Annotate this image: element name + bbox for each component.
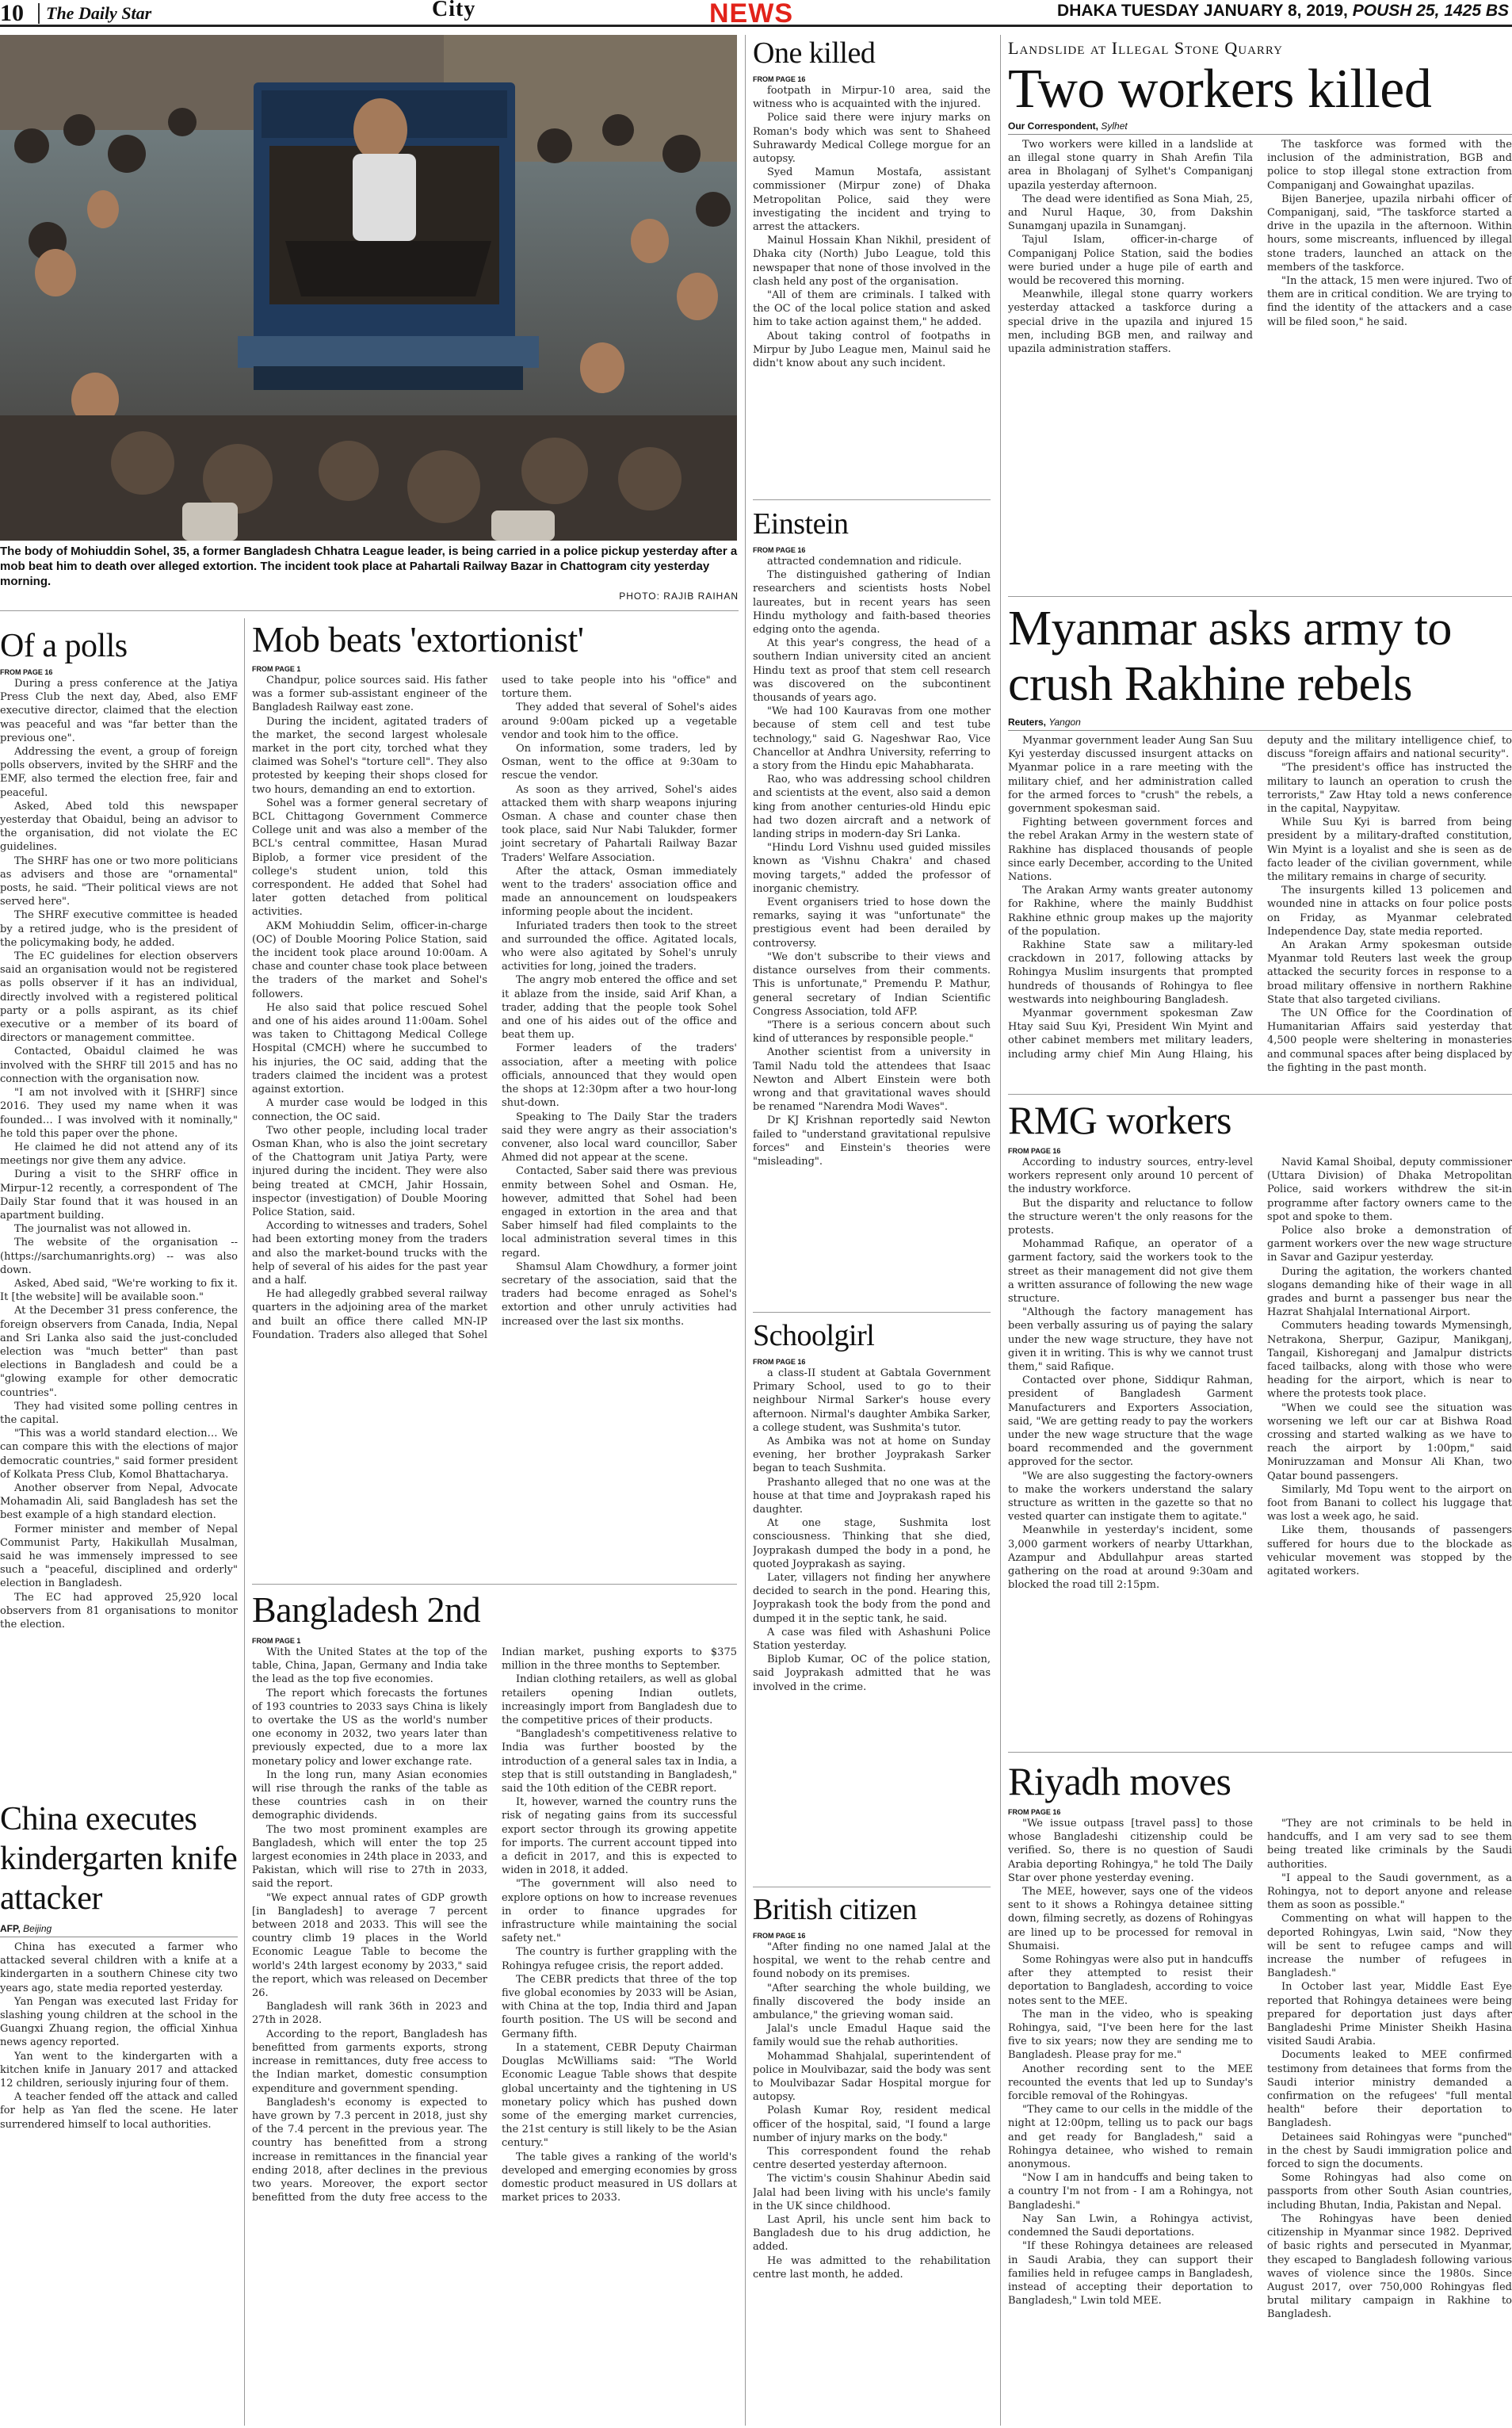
paragraph: Contacted, Saber said there was previous enmity between Sohel and Osman. He, however, admitted that Sohel had been engaged in extortion in the area and that Saber himself had filed complaints to the local administration several times in this regard.	[502, 1165, 737, 1260]
paragraph: At this year's congress, the head of a southern Indian university cited an ancient Hindu text as proof that stem cell research was discovered on the subcontinent thousands of years ago.	[753, 637, 991, 705]
kicker: FROM PAGE 16	[753, 1358, 806, 1366]
paragraph: As Ambika was not at home on Sunday evening, her brother Joyprakash Sarker began to teach Sushmita.	[753, 1436, 991, 1475]
paragraph: During the agitation, the workers chanted slogans demanding hike of their wage in all grades and burnt a passenger bus near the Hazrat Shahjalal International Airport.	[1267, 1265, 1512, 1319]
paragraph: But the disparity and reluctance to follow the structure weren't the only reasons for the protests.	[1008, 1197, 1253, 1237]
paragraph: Fighting between government forces and the rebel Arakan Army in the western state of Rakhine has displaced thousands of people since early December, according to the United Nations.	[1008, 816, 1253, 884]
paragraph: The Arakan Army wants greater autonomy for Rakhine, where the mainly Buddhist Rakhine ethnic group makes up the majority of the population.	[1008, 885, 1253, 938]
story-polls	[0, 628, 238, 1793]
paragraph: The Rohingyas have been denied citizenship in Myanmar since 1982. Deprived of basic rights and persecuted in Myanmar, they escaped to Bangladesh following various waves of violence since the 1980s. Since August 2017, over 750,000 Rohingyas fled brutal military campaign in Rakhine to Bangladesh.	[1267, 2212, 1512, 2321]
paragraph: Jalal's uncle Emadul Haque said the family would sue the rehab authorities.	[753, 2023, 991, 2049]
paragraph: After the attack, Osman immediately went to the traders' association office and made an announcement on loudspeakers informing people about the incident.	[502, 865, 737, 919]
paragraph: The EC had approved 25,920 local observers from 81 organisations to monitor the election.	[0, 1591, 238, 1631]
headline: Einstein	[753, 507, 849, 541]
paragraph: The angry mob entered the office and set it ablaze from the inside, said Arif Khan, a trader, adding that the people took Sohel and one of his aides out of the office and beat them up.	[502, 974, 737, 1042]
paragraph: "Hindu Lord Vishnu used guided missiles known as 'Vishnu Chakra' and chased moving targets," added the professor of inorganic chemistry.	[753, 842, 991, 895]
headline: Schoolgirl	[753, 1319, 875, 1352]
paragraph: "After finding no one named Jalal at the hospital, we went to the rehab centre and found nobody on its premises.	[753, 1941, 991, 1981]
paragraph: Last April, his uncle sent him back to Bangladesh due to his drug addiction, he added.	[753, 2214, 991, 2254]
paragraph: "Now I am in handcuffs and being taken to a country I'm not from - I am a Rohingya, not Bangladeshi."	[1008, 2172, 1253, 2212]
paragraph: Prashanto alleged that no one was at the house at that time and Joyprakash raped his daughter.	[753, 1476, 991, 1516]
category-label: NEWS	[709, 0, 793, 29]
paragraph: "They came to our cells in the middle of the night at 12:00pm, telling us to pack our bags and get ready for Bangladesh," said a Rohingya detainee, who wished to remain anonymous.	[1008, 2104, 1253, 2171]
paragraph: Asked, Abed said, "We're working to fix it. It [the website] will be available soon."	[0, 1277, 238, 1304]
paragraph: "After searching the whole building, we finally discovered the body inside an ambulance," the grieving woman said.	[753, 1982, 991, 2022]
kicker: FROM PAGE 16	[1008, 1808, 1061, 1816]
paragraph: This correspondent found the rehab centre deserted yesterday afternoon.	[753, 2146, 991, 2172]
paragraph: Contacted over phone, Siddiqur Rahman, president of Bangladesh Garment Manufacturers and Exporters Association, said, "We are getting ready to pay the workers under the new wage structure that the wage board recommended and the government approved for the sector.	[1008, 1375, 1253, 1469]
paragraph: AKM Mohiuddin Selim, officer-in-charge (OC) of Double Mooring Police Station, said the incident took place around 10:00am. A chase and counter chase took place between the traders of the market and Sohel's followers.	[252, 920, 487, 1000]
kicker: FROM PAGE 16	[1008, 1147, 1061, 1155]
story-body	[1008, 1156, 1512, 1742]
paragraph: The two most prominent examples are Bangladesh, which will enter the top 25 largest economies in 24th place in 2033, and Pakistan, which will rise to 27th in 2033, said the report.	[252, 1823, 487, 1891]
paragraph: Later, villagers not finding her anywhere decided to search in the pond. Hearing this, Joyprakash took the body from the pond and dumped it in the septic tank, he said.	[753, 1572, 991, 1625]
paragraph: a class-II student at Gabtala Government Primary School, used to go to their neighbour Nirmal Sarker's house every afternoon. Nirmal's daughter Ambika Sarker, a college student, was Sushmita's tutor.	[753, 1367, 991, 1434]
paragraph: He also said that police rescued Sohel and one of his aides around 11:00am. Sohel was taken to Chittagong Medical College Hospital (CMCH) where he succumbed to his injuries, the OC said, adding that the traders claimed the incident was a protest against extortion.	[252, 1001, 487, 1096]
paragraph: The taskforce was formed with the inclusion of the administration, BGB and police to stop illegal stone extraction from Companiganj and Gowainghat upazilas.	[1267, 139, 1512, 192]
story-body	[753, 1367, 991, 1866]
story-einstein	[753, 506, 991, 1306]
paragraph: He had allegedly grabbed several railway quarters in the adjoining area of the market and built an office there called MN-IP Foundation. Traders also alleged that Sohel used to take people into his "office" and torture them.	[252, 675, 737, 1341]
story-british	[753, 1891, 991, 2426]
paragraph: Another scientist from a university in Tamil Nadu told the attendees that Isaac Newton and Albert Einstein were both wrong and that gravitational waves should be renamed "Narendra Modi Waves".	[753, 1046, 991, 1114]
paragraph: During a press conference at the Jatiya Press Club the next day, Abed, also EMF executive director, claimed that the election was peaceful and was "far better than the previous one".	[0, 678, 238, 744]
paragraph: Speaking to The Daily Star the traders said they were angry as their association's convener, also local ward councillor, Saber Ahmed did not appear at the scene.	[502, 1111, 737, 1164]
paragraph: Detainees said Rohingyas were "punched" in the chest by Saudi immigration police and forced to sign the documents.	[1267, 2131, 1512, 2171]
paragraph: The CEBR predicts that three of the top five global economies by 2033 will be Asian, with China at the top, India third and Japan fourth position. The US will be second and Germany fifth.	[502, 1973, 737, 2040]
paragraph: The insurgents killed 13 policemen and wounded nine in attacks on four police posts on Friday, as Myanmar celebrated Independence Day, state media reported.	[1267, 885, 1512, 938]
story-body	[753, 1940, 991, 2419]
kicker: FROM PAGE 16	[753, 75, 806, 83]
paragraph: The man in the video, who is speaking Rohingya, said, "I've been here for the last five to six years; now they are sending me to Bangladesh. Please pray for me."	[1008, 2008, 1253, 2062]
headline: China executes kindergarten knife attacker	[0, 1801, 238, 1917]
paragraph: The country is further grappling with the Rohingya refugee crisis, the report added.	[502, 1946, 737, 1972]
paragraph: The distinguished gathering of Indian researchers and scientists hosts Nobel laureates, but in recent years has seen Hindu mythology and faith-based theories edging onto the agenda.	[753, 569, 991, 637]
story-body	[1008, 1817, 1512, 2423]
paragraph: It, however, warned the country runs the risk of negating gains from its successful export sector through its growing appetite for imports. The current account tipped into a deficit in 2017, and this is expected to widen in 2018, it added.	[502, 1796, 737, 1877]
paragraph: The website of the organisation -- (https://sarchumanrights.org) -- was also down.	[0, 1237, 238, 1276]
byline: Our Correspondent, Sylhet	[1008, 120, 1512, 135]
paragraph: The table gives a ranking of the world's developed and emerging economies by gross domestic product measured in US dollars at market prices to 2033.	[502, 2151, 737, 2204]
paragraph: Two other people, including local trader Osman Khan, who is also the joint secretary of the Chattogram unit Jatiya Party, were injured during the incident. They were also being treated at CMCH, Jahir Hossain, inspector (investigation) of Double Mooring Police Station, said.	[252, 1124, 487, 1218]
photo-credit: PHOTO: RAJIB RAIHAN	[619, 591, 739, 602]
paragraph: A teacher fended off the attack and called for help as Yan fled the scene. He later surrendered himself to local authorities.	[0, 2091, 238, 2131]
paragraph: On information, some traders, led by Osman, went to the office at 9:30am to rescue the vendor.	[502, 743, 737, 782]
headline: RMG workers	[1008, 1098, 1231, 1142]
paragraph: "There is a serious concern about such kind of utterances by responsible people."	[753, 1019, 991, 1046]
paragraph: Biplob Kumar, OC of the police station, said Joyprakash admitted that he was involved in the crime.	[753, 1654, 991, 1693]
story-schoolgirl	[753, 1317, 991, 1872]
paragraph: Yan Pengan was executed last Friday for slashing young children at the school in the Guangxi Zhuang region, the official Xinhua news agency reported.	[0, 1995, 238, 2049]
paragraph: Police also broke a demonstration of garment workers over the new wage structure in Savar and Gazipur yesterday.	[1267, 1225, 1512, 1264]
headline: British citizen	[753, 1893, 917, 1926]
paragraph: Chandpur, police sources said. His father was a former sub-assistant engineer of the Bangladesh Railway east zone.	[252, 675, 487, 714]
story-landslide	[1008, 38, 1512, 593]
headline: Mob beats 'extortionist'	[252, 619, 584, 660]
paragraph: During the incident, agitated traders of the market, the second largest wholesale market in the port city, torched what they claimed was Sohel's "torture cell". They also protested by keeping their shops closed for two hours, demanding an end to extortion.	[252, 715, 487, 796]
paragraph: Bangladesh's economy is expected to have grown by 7.3 percent in 2018, just shy of the 7.4 percent in the previous year. The country has benefitted from a strong increase in remittances in the financial year ending 2018, after declines in the previous two years. Moreover, the export sector benefitted from the duty free access to the Indian market, pushing exports to $375 million in the three months to September.	[252, 1646, 737, 2204]
paragraph: A murder case would be lodged in this connection, the OC said.	[252, 1097, 487, 1123]
paragraph: According to the report, Bangladesh has benefitted from garments exports, strong increase in remittances, duty free access to the Indian market, domestic consumption expenditure and government spending.	[252, 2028, 487, 2095]
paragraph: While Suu Kyi is barred from being president by a military-drafted constitution, Win Myint is a loyalist and she is seen as de facto leader of the civilian government, while the military remains in charge of security.	[1267, 816, 1512, 884]
story-body	[0, 1940, 238, 2416]
headline: Riyadh moves	[1008, 1759, 1231, 1803]
overline: Landslide at Illegal Stone Quarry	[1008, 38, 1283, 58]
story-china	[0, 1799, 238, 2426]
paragraph: Some Rohingyas had also come on passports from other South Asian countries, including Bhutan, India, Pakistan and Nepal.	[1267, 2172, 1512, 2212]
paragraph: "They are not criminals to be held in handcuffs, and I am very sad to see them being treated like criminals by the Saudi authorities.	[1267, 1818, 1512, 1871]
story-rmg	[1008, 1097, 1512, 1747]
story-body	[252, 1646, 737, 2418]
paragraph: Infuriated traders then took to the street and surrounded the office. Agitated locals, who were also agitated by Sohel's unruly activities for long, joined the traders.	[502, 920, 737, 973]
paragraph: At one stage, Sushmita lost consciousness. Thinking that she died, Joyprakash dumped the body in a pond, he quoted Joyprakash as saying.	[753, 1517, 991, 1570]
paragraph: The EC guidelines for election observers said an organisation would not be registered as polls observer if it has an individual, directly involved with a registered political party or a polls aspirant, as its chief executive or a member of its board of directors or management committee.	[0, 950, 238, 1045]
story-bangladesh	[252, 1587, 737, 2426]
paragraph: The victim's cousin Shahinur Abedin said Jalal had been living with his uncle's family in the UK since childhood.	[753, 2173, 991, 2212]
story-riyadh	[1008, 1758, 1512, 2426]
paragraph: Commuters heading towards Mymensingh, Netrakona, Sherpur, Gazipur, Manikganj, Tangail, Kishoreganj and Jamalpur districts faced tailbacks, along with those who were heading for the airport, which is near to where the protests took place.	[1267, 1320, 1512, 1401]
paragraph: Syed Mamun Mostafa, assistant commissioner (Mirpur zone) of Dhaka Metropolitan Police, said they were investigating the incident and trying to arrest the attackers.	[753, 166, 991, 234]
paragraph: Documents leaked to MEE confirmed testimony from detainees that forms from the Saudi interior ministry demanded a confirmation on the refugees' "full mental health" before their deportation to Bangladesh.	[1267, 2049, 1512, 2130]
paragraph: Yan went to the kindergarten with a kitchen knife in January 2017 and attacked 12 children, seriously injuring four of them.	[0, 2050, 238, 2090]
paragraph: "I appeal to the Saudi government, as a Rohingya, not to deport anyone and release them as soon as possible."	[1267, 1872, 1512, 1912]
paragraph: Former minister and member of Nepal Communist Party, Hakikullah Musalman, said he was immensely impressed to see such a "peaceful, disciplined and orderly" election in Bangladesh.	[0, 1523, 238, 1590]
headline: Bangladesh 2nd	[252, 1589, 481, 1630]
story-body	[1008, 138, 1512, 510]
paragraph: He claimed he did not attend any of its meetings nor give them any advice.	[0, 1141, 238, 1168]
paragraph: The SHRF executive committee is headed by a retired judge, who is the president of the policymaking body, he added.	[0, 909, 238, 949]
paragraph: Bangladesh will rank 36th in 2023 and 27th in 2028.	[252, 2001, 487, 2027]
paragraph: Event organisers tried to hose down the remarks, saying it was "unfortunate" the prestigious event had been derailed by controversy.	[753, 897, 991, 950]
masthead: The Daily Star	[38, 3, 151, 24]
paragraph: Shamsul Alam Chowdhury, a former joint secretary of the association, said that the traders had become enraged as Sohel's extortion and other unruly activities had increased over the last six months.	[502, 1260, 737, 1328]
paragraph: "Bangladesh's competitiveness relative to India was further boosted by the introduction of a general sales tax in India, a step that is still outstanding in Bangladesh," said the 10th edition of the CEBR report.	[502, 1728, 737, 1795]
paragraph: Tajul Islam, officer-in-charge of Companiganj Police Station, said the bodies were buried under a huge pile of earth and would be recovered this morning.	[1008, 234, 1253, 288]
dateline: DHAKA TUESDAY JANUARY 8, 2019, POUSH 25, 1425 BS	[1057, 2, 1509, 20]
paragraph: An Arakan Army spokesman outside Myanmar told Reuters last week the group attacked the security forces in response to a broad military offensive in northern Rakhine State that also targeted civilians.	[1267, 939, 1512, 1006]
page-header	[0, 0, 1512, 27]
news-photo	[0, 35, 737, 541]
paragraph: Navid Kamal Shoibal, deputy commissioner (Uttara Division) of Dhaka Metropolitan Police, said workers withdrew the sit-in programme after factory owners came to the spot and spoke to them.	[1267, 1157, 1512, 1223]
story-body	[753, 555, 991, 1300]
paragraph: According to witnesses and traders, Sohel had been extorting money from the traders and also the market-bound trucks with the help of several of his aides for the past year and a half.	[252, 1220, 487, 1287]
paragraph: "We don't subscribe to their views and distance ourselves from their comments. This is unfortunate," Premendu P. Mathur, general secretary of Indian Scientific Congress Association, told AFP.	[753, 950, 991, 1018]
paragraph: "We issue outpass [travel pass] to those whose Bangladeshi citizenship could be verified. So, there is no question of Saudi Arabia deporting Rohingya," he told The Daily Star over phone yesterday evening.	[1008, 1818, 1253, 1884]
paragraph: "All of them are criminals. I talked with the OC of the local police station and asked him to take action against them," he added.	[753, 289, 991, 329]
paragraph: Meanwhile, illegal stone quarry workers yesterday attacked a taskforce during a special drive in the upazila and injured 15 men, including BGB men, and railway and upazila administration staffers.	[1008, 289, 1253, 356]
paragraph: "In the attack, 15 men were injured. Two of them are in critical condition. We are trying to find the identity of the attackers and a case will be filed soon," he said.	[1267, 275, 1512, 328]
kicker: FROM PAGE 16	[753, 546, 806, 554]
paragraph: Bijen Banerjee, upazila nirbahi officer of Companiganj, said, "The taskforce started a drive in the upazila in the afternoon. Within hours, some miscreants, influenced by illegal stone traders, launched an attack on the members of the taskforce.	[1267, 193, 1512, 273]
paragraph: About taking control of footpaths in Mirpur by Jubo League men, Mainul said he didn't know about any such incident.	[753, 330, 991, 370]
paragraph: "This was a world standard election… We can compare this with the elections of major democratic countries," said former president of Kolkata Press Club, Komol Bhattacharya.	[0, 1428, 238, 1481]
paragraph: Rao, who was addressing school children and scientists at the event, also said a demon king from another centuries-old Hindu epic had two dozen aircraft and a network of landing strips in modern-day Sri Lanka.	[753, 774, 991, 841]
paragraph: Some Rohingyas were also put in handcuffs after they attempted to resist their deportation to Bangladesh, according to voice notes sent to the MEE.	[1008, 1954, 1253, 2007]
paragraph: Two workers were killed in a landslide at an illegal stone quarry in Shah Arefin Tila area in Bholaganj of Sylhet's Companiganj upazila yesterday afternoon.	[1008, 139, 1253, 192]
paragraph: The MEE, however, says one of the videos sent to it shows a Rohingya detainee sitting down, filming secretly, as dozens of Rohingyas are lined up to be processed for removal in Shumaisi.	[1008, 1886, 1253, 1952]
paragraph: He was admitted to the rehabilitation centre last month, he added.	[753, 2254, 991, 2281]
paragraph: Addressing the event, a group of foreign polls observers, invited by the SHRF and the EMF, also termed the election free, fair and peaceful.	[0, 746, 238, 799]
paragraph: "I am not involved with it [SHRF] since 2016. They used my name when it was founded… I was involved with it nominally," he told this paper over the phone.	[0, 1087, 238, 1140]
paragraph: "When we could see the situation was worsening we left our car at Bishwa Road crossing and started walking as we have to reach the airport by 1:00pm," said Moniruzzaman and Monsur Ali Khan, two Qatar bound passengers.	[1267, 1401, 1512, 1482]
paragraph: The UN Office for the Coordination of Humanitarian Affairs said yesterday that 4,500 people were sheltering in monasteries and communal spaces after being displaced by the fighting in the past month.	[1267, 1008, 1512, 1074]
kicker: FROM PAGE 16	[0, 668, 53, 676]
kicker: FROM PAGE 1	[252, 1637, 301, 1645]
paragraph: Former leaders of the traders' association, after a meeting with police officials, announced that they would open the shops at 12:30pm after a two hour-long shut-down.	[502, 1042, 737, 1110]
paragraph: Myanmar government leader Aung San Suu Kyi yesterday discussed insurgent attacks on Myanmar police in a rare meeting with the military chief, and her administration called for the armed forces to "crush" the rebels, a government spokesman said.	[1008, 735, 1253, 816]
paragraph: Myanmar government spokesman Zaw Htay said Suu Kyi, President Win Myint and other cabinet members met military leaders, including army chief Min Aung Hlaing, his deputy and the military intelligence chief, to discuss "foreign affairs and national security".	[1008, 735, 1512, 1061]
paragraph: In a statement, CEBR Deputy Chairman Douglas McWilliams said: "The World Economic League Table shows that despite global uncertainty and the tightening in US monetary policy which has pushed down some of the emerging market currencies, the 21st century is still likely to be the Asian century."	[502, 2041, 737, 2150]
story-mob	[252, 618, 737, 1577]
kicker: FROM PAGE 1	[252, 665, 301, 673]
paragraph: Mohammad Rafique, an operator of a garment factory, said the workers took to the street as their management did not give them a written assurance of following the new wage structure.	[1008, 1238, 1253, 1306]
headline: Of a polls	[0, 628, 128, 664]
paragraph: China has executed a farmer who attacked several children with a knife at a kindergarten in a southern Chinese city two years ago, state media reported yesterday.	[0, 1941, 238, 1994]
headline: Myanmar asks army to crush Rakhine rebels	[1008, 602, 1452, 711]
headline: One killed	[753, 36, 876, 70]
paragraph: The dead were identified as Sona Miah, 25, and Nurul Haque, 30, from Dakshin Sunamganj upazila in Sunamganj.	[1008, 193, 1253, 233]
paragraph: footpath in Mirpur-10 area, said the witness who is acquainted with the injured.	[753, 85, 991, 111]
paragraph: With the United States at the top of the table, China, Japan, Germany and India take the lead as the top five economies.	[252, 1646, 487, 1686]
paragraph: At the December 31 press conference, the foreign observers from Canada, India, Nepal and Sri Lanka also said the just-concluded election was "much better" than past elections in Bangladesh and could be a "glowing example for other democratic countries".	[0, 1305, 238, 1399]
paragraph: Police said there were injury marks on Roman's body which was sent to Shaheed Suhrawardy Medical College morgue for an autopsy.	[753, 112, 991, 166]
section-label: City	[432, 0, 476, 21]
paragraph: Similarly, Md Topu went to the airport on foot from Banani to collect his luggage that was lost a week ago, he said.	[1267, 1483, 1512, 1524]
paragraph: Asked, Abed told this newspaper yesterday that Obaidul, being an advisor to the organisation, did not violate the EC guidelines.	[0, 800, 238, 854]
paragraph: They added that several of Sohel's aides around 9:00am picked up a vegetable vendor and took him to the office.	[502, 702, 737, 741]
paragraph: Rakhine State saw a military-led crackdown in 2017, following attacks by Rohingya Muslim insurgents that prompted hundreds of thousands of Rohingya to flee westwards into neighbouring Bangladesh.	[1008, 939, 1253, 1006]
paragraph: The SHRF has one or two more politicians as advisers and those are "ornamental" posts, he said. "Their political views are not served here".	[0, 855, 238, 908]
paragraph: "We expect annual rates of GDP growth [in Bangladesh] to average 7 percent between 2018 and 2033. This will see the country climb 19 places in the World Economic League Table to become the world's 24th largest economy by 2033," said the report, which was released on December 26.	[252, 1891, 487, 2000]
page-number: 10	[0, 0, 24, 26]
paragraph: They had visited some polling centres in the capital.	[0, 1400, 238, 1426]
paragraph: attracted condemnation and ridicule.	[767, 556, 962, 568]
paragraph: According to industry sources, entry-level workers represent only around 10 percent of the industry workforce.	[1008, 1157, 1253, 1196]
paragraph: "The government will also need to explore options on how to increase revenues in order to finance upgrades for infrastructure while maintaining the social safety net."	[502, 1878, 737, 1945]
kicker: FROM PAGE 16	[753, 1932, 806, 1940]
paragraph: Like them, thousands of passengers suffered for hours due to the blockade as vehicular movement was stopped by the agitated workers.	[1267, 1524, 1512, 1578]
paragraph: As soon as they arrived, Sohel's aides attacked them with sharp weapons injuring Osman. A chase and counter chase then took place, said Nur Nabi Talukder, former joint secretary of Pahartali Railway Bazar Traders' Welfare Association.	[502, 783, 737, 864]
paragraph: A case was filed with Ashashuni Police Station yesterday.	[753, 1626, 991, 1653]
paragraph: Nay San Lwin, a Rohingya activist, condemned the Saudi deportations.	[1008, 2212, 1253, 2239]
photo-caption: The body of Mohiuddin Sohel, 35, a former Bangladesh Chhatra League leader, is being carried in a police pickup yesterday after a mob beat him to death over alleged extortion. The incident took place at Pahartali Railway Bazar in Chattogram city yesterday morning. PHOTO: RAJIB RAIHAN	[0, 544, 739, 604]
byline: AFP, Beijing	[0, 1923, 238, 1937]
paragraph: Contacted, Obaidul claimed he was involved with the SHRF till 2015 and has no connection with the organisation now.	[0, 1046, 238, 1085]
paragraph: The journalist was not allowed in.	[14, 1223, 191, 1236]
paragraph: Another observer from Nepal, Advocate Mohamadin Ali, said Bangladesh has set the best example of a high standard election.	[0, 1482, 238, 1522]
paragraph: The report which forecasts the fortunes of 193 countries to 2033 says China is likely to overtake the US as the world's number one economy in 2032, two years later than previously expected, due to a more lax monetary policy and lower exchange rate.	[252, 1687, 487, 1768]
paragraph: Polash Kumar Roy, resident medical officer of the hospital, said, "I found a large number of injury marks on the body."	[753, 2105, 991, 2144]
paragraph: "Although the factory management has been verbally assuring us of paying the salary under the new wage structure, they have not given it in writing. This is why we cannot trust them," said Rafique.	[1008, 1306, 1253, 1374]
paragraph: Meanwhile in yesterday's incident, some 3,000 garment workers of nearby Uttarkhan, Azampur and Abdullahpur areas started gathering on the road at around 9:30am and blocked the road till 2:15pm.	[1008, 1524, 1253, 1592]
paragraph: Commenting on what will happen to the deported Rohingyas, Lwin said, "Now they will be sent to refugee camps and will increase the number of refugees in Bangladesh."	[1267, 1913, 1512, 1980]
paragraph: Indian clothing retailers, as well as global retailers opening Indian outlets, increasingly import from Bangladesh due to the competitive prices of their products.	[502, 1673, 737, 1727]
story-body	[0, 677, 238, 1803]
byline: Reuters, Yangon	[1008, 717, 1512, 731]
paragraph: "We had 100 Kauravas from one mother because of stem cell and test tube technology," said G. Nageshwar Rao, Vice Chancellor at Andhra University, referring to a story from the Hindu epic Mahabharata.	[753, 705, 991, 773]
story-body	[753, 84, 991, 488]
headline: Two workers killed	[1008, 59, 1432, 120]
paragraph: In the long run, many Asian economies will rise through the ranks of the table as these countries cash in on their demographic dividends.	[252, 1768, 487, 1822]
story-one-killed	[753, 35, 991, 495]
paragraph: "The president's office has instructed the military to launch an operation to crush the terrorists," Zaw Htay told a news conference in the capital, Naypyitaw.	[1267, 762, 1512, 816]
story-body	[252, 674, 737, 1570]
paragraph: Another recording sent to the MEE recounted the events that led up to Sunday's forcible removal of the Rohingyas.	[1008, 2063, 1253, 2103]
paragraph: Sohel was a former general secretary of BCL Chittagong Government Commerce College unit and was also a member of the BCL's central committee, Hasan Murad Biplob, a former vice president of the college's student union, told this correspondent. He added that Sohel had later gotten detached from political activities.	[252, 797, 487, 919]
paragraph: Dr KJ Krishnan reportedly said Newton failed to "understand gravitational repulsive forces" and Einstein's theories were "misleading".	[753, 1115, 991, 1168]
paragraph: Mohammad Shahjalal, superintendent of police in Moulvibazar, said the body was sent to Moulvibazar Sadar Hospital morgue for autopsy.	[753, 2050, 991, 2104]
paragraph: Mainul Hossain Khan Nikhil, president of Dhaka city (North) Jubo League, told this newspaper that none of those involved in the clash held any post of the organisation.	[753, 235, 991, 288]
paragraph: In October last year, Middle East Eye reported that Rohingya detainees were being prepared for deportation just days after Bangladeshi Prime Minister Sheikh Hasina visited Saudi Arabia.	[1267, 1981, 1512, 2048]
paragraph: "If these Rohingya detainees are released in Saudi Arabia, they can support their families held in refugee camps in Bangladesh, instead of accepting their deportation to Bangladesh," Lwin told MEE.	[1008, 2240, 1253, 2308]
paragraph: "We are also suggesting the factory-owners to make the workers understand the salary structure as written in the gazette so that no vested quarter can instigate them to agitate."	[1008, 1470, 1253, 1524]
paragraph: During a visit to the SHRF office in Mirpur-12 recently, a correspondent of The Daily Star found that it was housed in an apartment building.	[0, 1168, 238, 1222]
